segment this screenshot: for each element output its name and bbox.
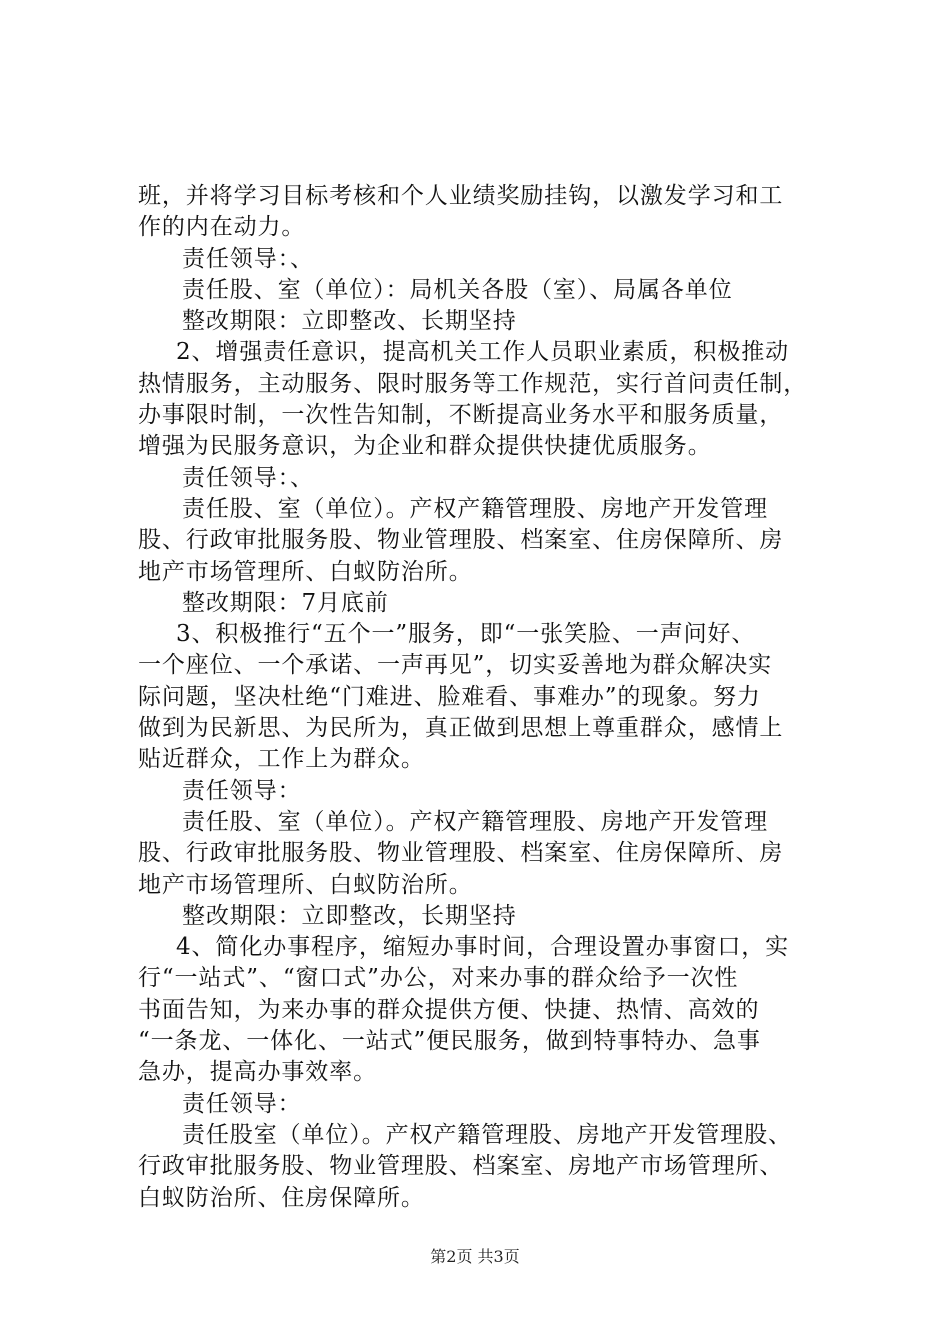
page-number: 第2页 共3页	[430, 1247, 520, 1266]
text-line: 一个座位、一个承诺、一声再见”，切实妥善地为群众解决实	[138, 652, 773, 679]
text-line: 责任股、室（单位）。产权产籍管理股、房地产开发管理	[182, 495, 768, 522]
text-line: 整改期限：立即整改、长期坚持	[182, 308, 517, 335]
text-line: 急办，提高办事效率。	[138, 1059, 377, 1086]
text-line: 责任领导：	[182, 777, 302, 804]
text-line: 责任领导：、	[182, 464, 314, 491]
text-line: 班，并将学习目标考核和个人业绩奖励挂钩，以激发学习和工	[138, 183, 784, 209]
page-footer	[0, 1244, 950, 1267]
text-line: 行政审批服务股、物业管理股、档案室、房地产市场管理所、	[138, 1153, 784, 1180]
text-line: 责任股、室（单位）。产权产籍管理股、房地产开发管理	[182, 808, 768, 835]
text-line: 整改期限：7月底前	[182, 589, 389, 616]
text-line: 做到为民新思、为民所为，真正做到思想上尊重群众，感情上	[138, 715, 784, 742]
text-line: 书面告知，为来办事的群众提供方便、快捷、热情、高效的	[138, 996, 760, 1023]
text-line: 4、简化办事程序，缩短办事时间，合理设置办事窗口，实	[176, 934, 790, 961]
text-line: 3、积极推行“五个一”服务，即“一张笑脸、一声问好、	[176, 621, 756, 648]
text-line: 贴近群众，工作上为群众。	[138, 746, 425, 773]
text-line: 作的内在动力。	[138, 214, 306, 241]
text-line: 2、增强责任意识，提高机关工作人员职业素质，积极推动	[176, 339, 790, 366]
text-line: 热情服务，主动服务、限时服务等工作规范，实行首问责任制，	[138, 370, 808, 397]
text-line: 股、行政审批服务股、物业管理股、档案室、住房保障所、房	[138, 527, 784, 554]
text-line: 责任领导：	[182, 1090, 302, 1117]
text-line: 际问题，坚决杜绝“门难进、脸难看、事难办”的现象。努力	[138, 683, 761, 710]
text-line: 地产市场管理所、白蚁防治所。	[138, 871, 473, 898]
text-line: 办事限时制，一次性告知制，不断提高业务水平和服务质量，	[138, 402, 784, 429]
text-line: “一条龙、一体化、一站式”便民服务，做到特事特办、急事	[138, 1028, 761, 1055]
text-line: 整改期限：立即整改，长期坚持	[182, 902, 517, 929]
text-line: 股、行政审批服务股、物业管理股、档案室、住房保障所、房	[138, 840, 784, 867]
text-line: 地产市场管理所、白蚁防治所。	[138, 558, 473, 585]
text-line: 行“一站式”、“窗口式”办公，对来办事的群众给予一次性	[138, 965, 739, 992]
text-line: 责任股室（单位）。产权产籍管理股、房地产开发管理股、	[182, 1121, 792, 1148]
text-line: 责任领导：、	[182, 245, 314, 272]
text-line: 责任股、室（单位）：局机关各股（室）、局属各单位	[182, 276, 733, 303]
document-body	[138, 181, 838, 1214]
text-line: 增强为民服务意识，为企业和群众提供快捷优质服务。	[138, 433, 712, 460]
text-line: 白蚁防治所、住房保障所。	[138, 1184, 425, 1211]
